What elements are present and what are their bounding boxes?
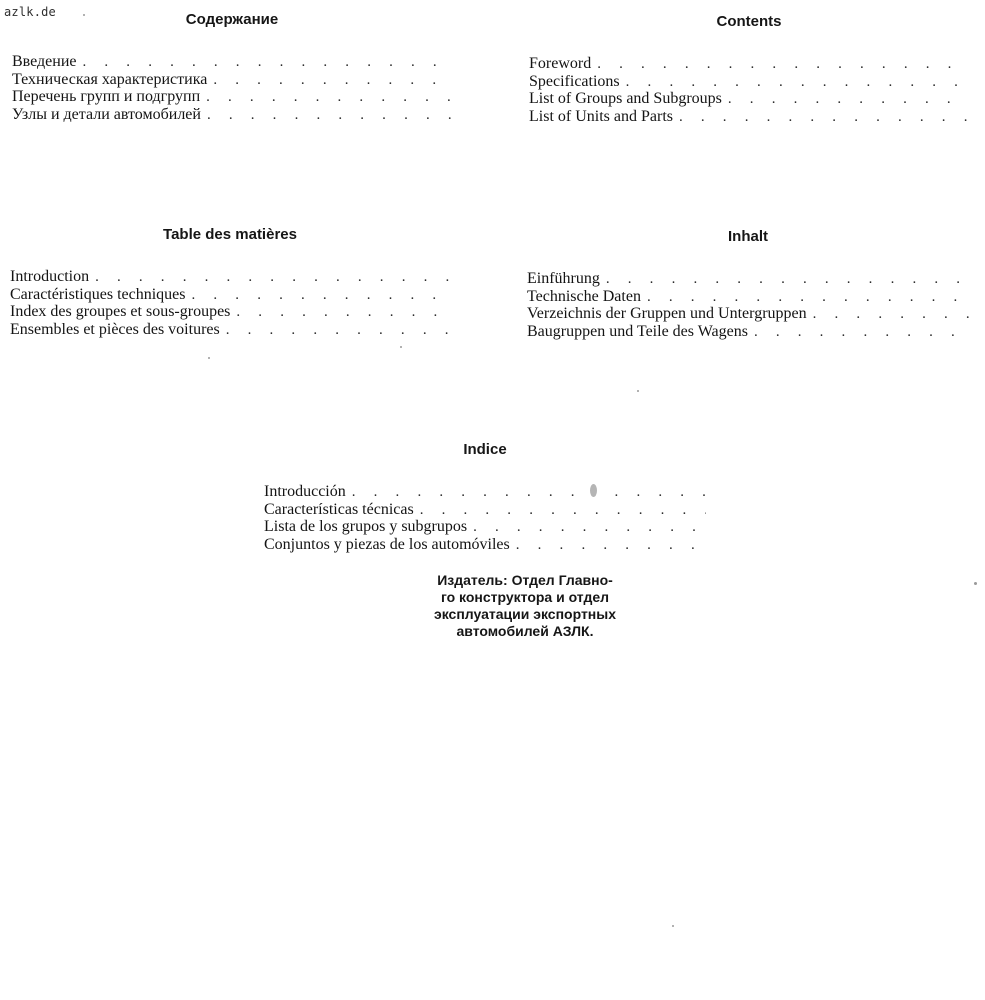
dot-leader <box>679 109 969 126</box>
toc-entry-parts[interactable] <box>10 321 450 339</box>
dot-leader <box>213 72 452 89</box>
dot-leader <box>206 89 452 106</box>
toc-entry-label: Foreword <box>529 55 592 72</box>
toc-entry-label: Introduction <box>10 268 90 285</box>
dot-leader <box>473 519 706 536</box>
toc-entry-label: Specifications <box>529 72 620 90</box>
dot-leader <box>95 269 450 286</box>
scan-speck <box>83 14 85 16</box>
toc-entry-specifications[interactable] <box>10 286 450 304</box>
toc-heading-german: Inhalt <box>728 228 768 245</box>
toc-entry-parts[interactable] <box>529 108 969 126</box>
toc-entry-label: List of Groups and Subgroups <box>529 90 722 107</box>
toc-entry-specifications[interactable] <box>529 73 969 91</box>
dot-leader <box>352 484 706 501</box>
toc-heading-french: Table des matières <box>163 226 297 243</box>
dot-leader <box>647 289 969 306</box>
toc-entry-groups[interactable] <box>12 88 452 106</box>
toc-entry-label: Узлы и детали автомобилей <box>12 105 201 123</box>
toc-entry-label: List of Units and Parts <box>529 107 673 125</box>
dot-leader <box>420 502 706 519</box>
toc-entry-label: Einführung <box>527 270 600 287</box>
toc-entry-introduction[interactable] <box>10 268 450 286</box>
publisher-line: эксплуатации экспортных <box>433 606 616 622</box>
dot-leader <box>606 271 969 288</box>
toc-entry-label: Technische Daten <box>527 287 641 305</box>
dot-leader <box>728 91 969 108</box>
scan-speck <box>974 582 977 585</box>
scan-speck <box>400 346 402 348</box>
toc-entry-introduction[interactable] <box>527 270 969 288</box>
scan-speck <box>590 484 597 497</box>
toc-list-english <box>529 55 969 125</box>
toc-list-spanish <box>264 483 706 553</box>
dot-leader <box>626 74 969 91</box>
toc-list-german <box>527 270 969 340</box>
toc-entry-introduction[interactable] <box>529 55 969 73</box>
scan-speck <box>208 357 210 359</box>
toc-entry-specifications[interactable] <box>527 288 969 306</box>
dot-leader <box>754 324 969 341</box>
toc-entry-parts[interactable] <box>264 536 706 554</box>
toc-entry-label: Ensembles et pièces des voitures <box>10 320 220 338</box>
publisher-line: автомобилей АЗЛК. <box>456 623 594 639</box>
toc-entry-label: Caractéristiques techniques <box>10 285 186 303</box>
watermark-text: azlk.de <box>4 5 56 19</box>
toc-entry-label: Baugruppen und Teile des Wagens <box>527 322 748 340</box>
dot-leader <box>516 537 706 554</box>
toc-entry-parts[interactable] <box>527 323 969 341</box>
toc-entry-label: Introducción <box>264 483 346 500</box>
toc-entry-introduction[interactable] <box>12 53 452 71</box>
toc-entry-groups[interactable] <box>529 90 969 108</box>
toc-entry-label: Перечень групп и подгрупп <box>12 88 201 105</box>
dot-leader <box>207 107 452 124</box>
toc-entry-parts[interactable] <box>12 106 452 124</box>
toc-entry-label: Техническая характеристика <box>12 70 208 88</box>
toc-entry-groups[interactable] <box>10 303 450 321</box>
dot-leader <box>226 322 450 339</box>
toc-entry-introduction[interactable] <box>264 483 706 501</box>
toc-list-french <box>10 268 450 338</box>
toc-heading-english: Contents <box>716 13 782 30</box>
toc-entry-specifications[interactable] <box>264 501 706 519</box>
dot-leader <box>597 56 969 73</box>
toc-entry-label: Características técnicas <box>264 500 414 518</box>
toc-entry-label: Lista de los grupos y subgrupos <box>264 518 468 535</box>
toc-heading-russian: Содержание <box>185 11 279 28</box>
toc-heading-spanish: Indice <box>463 441 507 458</box>
scan-speck <box>672 925 674 927</box>
toc-entry-groups[interactable] <box>527 305 969 323</box>
publisher-line: Издатель: Отдел Главно- <box>437 572 613 588</box>
toc-list-russian <box>12 53 452 123</box>
publisher-note <box>400 572 650 640</box>
toc-entry-groups[interactable] <box>264 518 706 536</box>
toc-entry-specifications[interactable] <box>12 71 452 89</box>
dot-leader <box>83 54 453 71</box>
toc-entry-label: Verzeichnis der Gruppen und Untergruppen <box>527 305 807 322</box>
dot-leader <box>813 306 969 323</box>
toc-entry-label: Conjuntos y piezas de los automóviles <box>264 535 510 553</box>
dot-leader <box>192 287 451 304</box>
toc-entry-label: Index des groupes et sous-groupes <box>10 303 231 320</box>
scan-speck <box>637 390 639 392</box>
publisher-line: го конструктора и отдел <box>440 589 610 605</box>
toc-entry-label: Введение <box>12 53 77 70</box>
dot-leader <box>236 304 450 321</box>
